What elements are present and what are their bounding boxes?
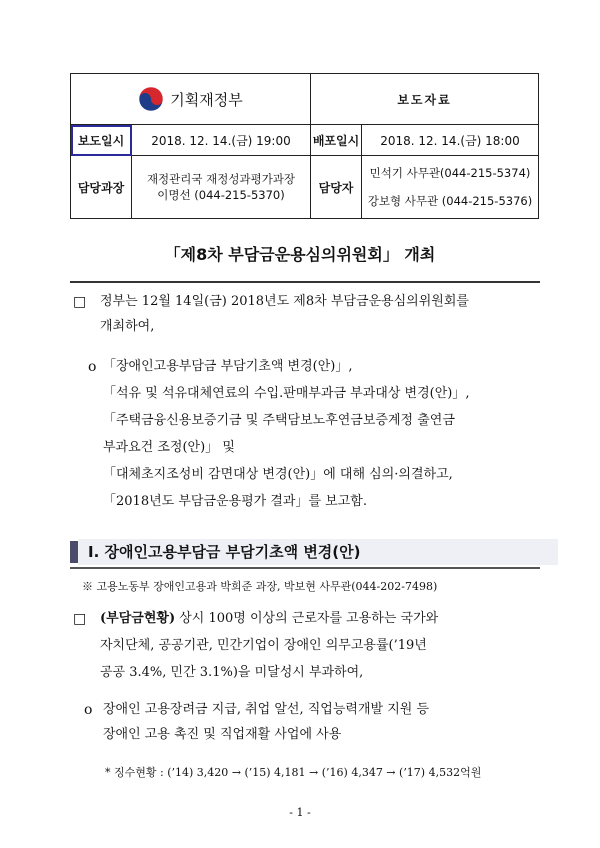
status-bullet: □ (73, 611, 87, 627)
doc-type-title: 보도자료 (311, 74, 539, 125)
section1-header (70, 537, 540, 569)
use-line1: 장애인 고용장려금 지급, 취업 알선, 직업능력개발 지원 등 (103, 702, 430, 717)
headline: 「제8차 부담금운용심의위원회」 개최 (164, 245, 436, 264)
person-value (362, 156, 539, 219)
divider (70, 281, 540, 283)
collection-note: * 징수현황 : (’14) 3,420 → (’15) 4,181 → (’16) 4,347 → (’17) 4,532억원 (105, 766, 482, 779)
status-line2: 자치단체, 공공기관, 민간기업이 장애인 의무고용률(’19년 (100, 638, 427, 653)
ministry-name: 기획재정부 (170, 90, 243, 109)
page-number: - 1 - (289, 806, 311, 819)
use-line2: 장애인 고용 촉진 및 직업재활 사업에 사용 (103, 727, 342, 742)
agenda-line: 「주택금융신용보증기금 및 주택담보노후연금보증계정 출연금 (103, 413, 455, 428)
agenda-line: 「장애인고용부담금 부담기초액 변경(안)」, (103, 359, 353, 374)
status-line1-bold: (부담금현황) (100, 611, 176, 626)
section1-contact: ※ 고용노동부 장애인고용과 박희준 과장, 박보현 사무관(044-202-7498) (82, 580, 438, 593)
header-table (70, 73, 539, 219)
section-accent (70, 541, 78, 563)
distribute-value: 2018. 12. 14.(금) 18:00 (362, 125, 539, 156)
status-line1-rest: 상시 100명 이상의 근로자를 고용하는 국가와 (175, 611, 439, 626)
intro-line1: 정부는 12월 14일(금) 2018년도 제8차 부담금운용심의위원회를 (100, 294, 469, 309)
ministry-logo-cell (71, 74, 311, 125)
taegeuk-logo-icon (138, 86, 164, 112)
release-value: 2018. 12. 14.(금) 19:00 (132, 125, 311, 156)
agenda-line: 부과요건 조정(안)」 및 (103, 440, 235, 455)
person-label: 담당자 (311, 156, 362, 219)
release-label: 보도일시 (71, 125, 132, 156)
section1-title: Ⅰ. 장애인고용부담금 부담기초액 변경(안) (78, 539, 558, 565)
person-line1: 민석기 사무관(044-215-5374) (369, 166, 531, 180)
person-line2: 강보형 사무관 (044-215-5376) (367, 194, 533, 208)
agenda-bullet: o (88, 359, 97, 375)
agenda-line: 「2018년도 부담금운용평가 결과」를 보고함. (103, 494, 367, 509)
dept-value-line2: 이명선 (044-215-5370) (157, 188, 285, 202)
agenda-line: 「석유 및 석유대체연료의 수입.판매부과금 부과대상 변경(안)」, (103, 386, 470, 401)
intro-bullet: □ (73, 294, 87, 310)
dept-label: 담당과장 (71, 156, 132, 219)
use-bullet: o (84, 702, 93, 718)
agenda-line: 「대체초지조성비 감면대상 변경(안)」에 대해 심의·의결하고, (103, 467, 453, 482)
dept-value-line1: 재정관리국 재정성과평가과장 (146, 172, 296, 186)
status-line1 (100, 610, 545, 628)
dept-value (132, 156, 311, 219)
status-line3: 공공 3.4%, 민간 3.1%)을 미달성시 부과하여, (100, 665, 364, 680)
distribute-label: 배포일시 (311, 125, 362, 156)
intro-line2: 개최하여, (100, 319, 155, 334)
